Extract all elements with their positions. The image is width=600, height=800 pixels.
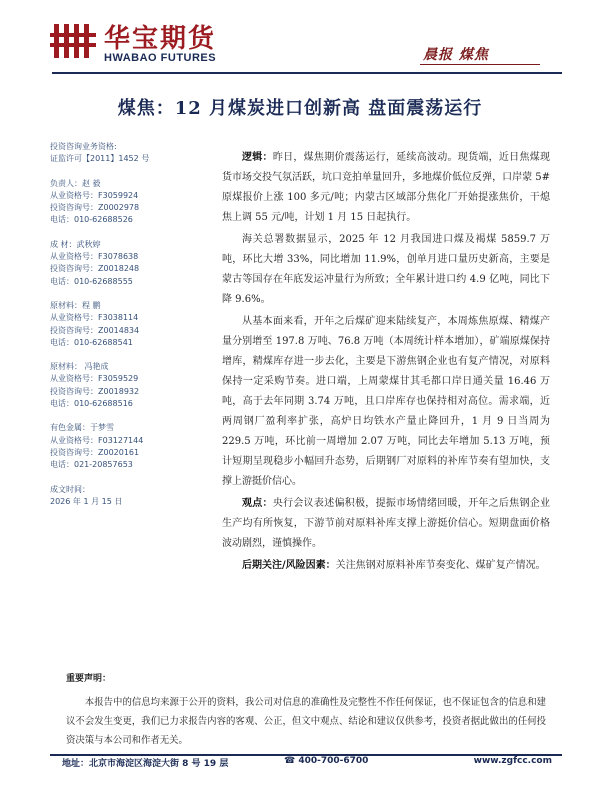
analyst-phone: 电话：010-62688526 bbox=[50, 215, 133, 225]
footer bbox=[62, 756, 552, 770]
analyst-name: 成 材：武秋婷 bbox=[50, 239, 101, 249]
footer-website-link[interactable]: www.zgfcc.com bbox=[473, 756, 552, 766]
view-label: 观点： bbox=[242, 498, 273, 509]
footer-address: 地址：北京市海淀区海淀大街 8 号 19 层 bbox=[62, 759, 229, 769]
logic-label: 逻辑： bbox=[242, 152, 273, 163]
fundamentals-paragraph bbox=[222, 312, 550, 492]
analyst-name: 负责人：赵 毅 bbox=[50, 178, 101, 188]
brand-name-cn: 华宝期货 bbox=[104, 24, 217, 54]
disclaimer-body: 本报告中的信息均来源于公开的资料，我公司对信息的准确性及完整性不作任何保证，也不保证包含的信息和建议不会发生变更，我们已力求报告内容的客观、公正，但文中观点、结论和建议仅供参考，投资者据此做出的任何投资决策与本公司和作者无关。 bbox=[66, 697, 546, 746]
footer-phone bbox=[284, 756, 368, 766]
qualification-license: 证监许可【2011】1452 号 bbox=[50, 154, 150, 164]
analyst-sidebar bbox=[50, 141, 210, 508]
analyst-advisory-id: 投资咨询号：Z0018932 bbox=[50, 386, 140, 396]
analyst-license: 从业资格号：F03127144 bbox=[50, 435, 144, 445]
report-title: 煤焦：12 月煤炭进口创新高 盘面震荡运行 bbox=[117, 98, 483, 119]
analyst-block bbox=[50, 422, 210, 471]
tag-underline bbox=[420, 64, 540, 65]
analyst-advisory-id: 投资咨询号：Z0020161 bbox=[50, 447, 140, 457]
analyst-name: 原材料：程 鹏 bbox=[50, 300, 101, 310]
analyst-license: 从业资格号：F3059529 bbox=[50, 374, 139, 384]
analyst-advisory-id: 投资咨询号：Z0002978 bbox=[50, 203, 140, 213]
phone-icon: ☎ bbox=[284, 756, 299, 766]
analyst-block bbox=[50, 361, 210, 410]
report-type-tag: 晨报 煤焦 bbox=[423, 47, 489, 63]
analyst-block bbox=[50, 239, 210, 288]
analyst-phone: 电话：010-62688555 bbox=[50, 276, 133, 286]
header-divider bbox=[52, 72, 562, 74]
view-text: 央行会议表述偏积极，提振市场情绪回暖，开年之后焦钢企业生产均有所恢复，下游节前对原料补库支撑上游挺价信心。短期盘面价格波动剧烈，谨慎操作。 bbox=[222, 498, 551, 549]
brand-name-en: HWABAO FUTURES bbox=[104, 52, 217, 64]
analyst-block bbox=[50, 300, 210, 349]
report-body bbox=[222, 148, 550, 578]
risk-label: 后期关注/风险因素： bbox=[242, 560, 336, 571]
analyst-advisory-id: 投资咨询号：Z0014834 bbox=[50, 325, 140, 335]
company-logo bbox=[50, 22, 96, 58]
analyst-name: 有色金属：于梦雪 bbox=[50, 423, 114, 433]
analyst-advisory-id: 投资咨询号：Z0018248 bbox=[50, 264, 140, 274]
analyst-license: 从业资格号：F3059924 bbox=[50, 190, 139, 200]
analyst-phone: 电话：021-20857653 bbox=[50, 460, 133, 470]
risk-text: 关注焦钢对原料补库节奏变化、煤矿复产情况。 bbox=[335, 560, 546, 571]
import-text: 海关总署数据显示，2025 年 12 月我国进口煤及褐煤 5859.7 万吨，环比大增 33%，同比增加 11.9%，创单月进口量历史新高，主要是蒙古等国存在年底发运冲量行为所致；全年累计进口约 4.9 亿吨，同比下降 9.6%。 bbox=[222, 234, 550, 305]
fundamentals-text: 从基本面来看，开年之后煤矿迎来陆续复产，本周炼焦原煤、精煤产量分别增至 197.8 万吨、76.8 万吨（本周统计样本增加），矿端原煤保持增库，精煤库存进一步去化，主要是下游焦钢企业也有复产情况，对原料保持一定采购节奏。进口端，上周蒙煤甘其毛都口岸日通关量 16.46 万吨，高于去年同期 3.74 万吨，且口岸库存也保持相对高位。需求端，近两周钢厂盈利率扩张，高炉日均铁水产量止降回升，1 月 9 日当周为 229.5 万吨，环比前一周增加 2.07 万吨，同比去年增加 5.13 万吨，预计短期呈现稳步小幅回升态势，后期钢厂对原料的补库节奏有望加快，支撑上游挺价信心。 bbox=[222, 316, 550, 487]
view-paragraph bbox=[222, 494, 550, 554]
analyst-phone: 电话：010-62688516 bbox=[50, 399, 133, 409]
analyst-license: 从业资格号：F3078638 bbox=[50, 252, 139, 262]
analyst-block bbox=[50, 178, 210, 227]
publish-date-label: 成文时间： bbox=[50, 484, 90, 494]
analyst-license: 从业资格号：F3038114 bbox=[50, 313, 139, 323]
analyst-phone: 电话：010-62688541 bbox=[50, 337, 133, 347]
qualification-label: 投资咨询业务资格: bbox=[50, 142, 117, 151]
publish-date: 2026 年 1 月 15 日 bbox=[50, 496, 123, 506]
analyst-name: 原材料： 冯艳成 bbox=[50, 362, 109, 372]
logic-text: 昨日，煤焦期价震荡运行，延续高波动。现货端，近日焦煤现货市场交投气氛活跃，坑口竞拍单量回升，多地煤价低位反弹，口岸蒙 5# 原煤报价上涨 100 多元/吨；内蒙古区域部分焦化厂开始提涨焦价，干熄焦上调 55 元/吨，计划 1 月 15 日起执行。 bbox=[222, 152, 551, 223]
footer-phone-number: 400-700-6700 bbox=[298, 756, 369, 766]
import-paragraph bbox=[222, 230, 550, 310]
logic-paragraph bbox=[222, 148, 550, 228]
disclaimer-title: 重要声明： bbox=[66, 674, 112, 684]
risk-paragraph bbox=[222, 556, 550, 576]
